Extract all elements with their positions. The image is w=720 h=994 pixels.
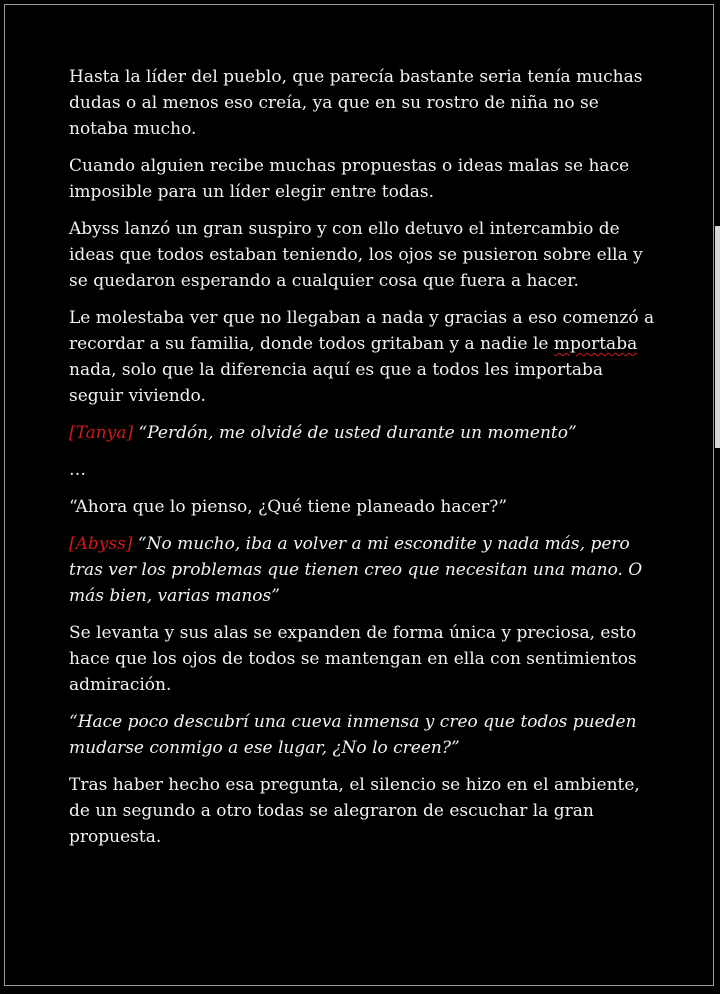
paragraph: Se levanta y sus alas se expanden de forma única y preciosa, esto hace que los ojos de todos se mantengan en ella con sentimientos admiración. — [69, 623, 637, 695]
dialogue-line: “Ahora que lo pienso, ¿Qué tiene planeado hacer?” — [69, 497, 508, 517]
paragraph: … — [69, 460, 86, 480]
speaker-tag: [Abyss] — [69, 534, 133, 554]
speaker-tag: [Tanya] — [69, 423, 134, 443]
dialogue-text: “Perdón, me olvidé de usted durante un momento” — [133, 423, 577, 443]
dialogue-line — [69, 420, 659, 446]
paragraph-text: Le molestaba ver que no llegaban a nada y gracias a eso comenzó a recordar a su familia, donde todos gritaban y a nadie le — [69, 308, 655, 354]
dialogue-line: “Hace poco descubrí una cueva inmensa y creo que todos pueden mudarse conmigo a ese lugar, ¿No lo creen?” — [69, 712, 637, 758]
misspelled-word: mportaba — [553, 334, 638, 354]
paragraph-text: nada, solo que la diferencia aquí es que a todos les importaba seguir viviendo. — [69, 360, 604, 406]
vertical-scrollbar[interactable] — [715, 226, 720, 448]
story-text — [69, 64, 659, 861]
dialogue-text: “No mucho, iba a volver a mi escondite y nada más, pero tras ver los problemas que tienen creo que necesitan una mano. O más bien, varias manos” — [69, 534, 643, 606]
paragraph: Cuando alguien recibe muchas propuestas o ideas malas se hace imposible para un líder elegir entre todas. — [69, 156, 630, 202]
paragraph — [69, 305, 659, 409]
paragraph: Hasta la líder del pueblo, que parecía bastante seria tenía muchas dudas o al menos eso creía, ya que en su rostro de niña no se notaba mucho. — [69, 67, 643, 139]
paragraph: Abyss lanzó un gran suspiro y con ello detuvo el intercambio de ideas que todos estaban teniendo, los ojos se pusieron sobre ella y se quedaron esperando a cualquier cosa que fuera a hacer. — [69, 219, 643, 291]
paragraph: Tras haber hecho esa pregunta, el silencio se hizo en el ambiente, de un segundo a otro todas se alegraron de escuchar la gran propuesta. — [69, 775, 640, 847]
dialogue-line — [69, 531, 659, 609]
